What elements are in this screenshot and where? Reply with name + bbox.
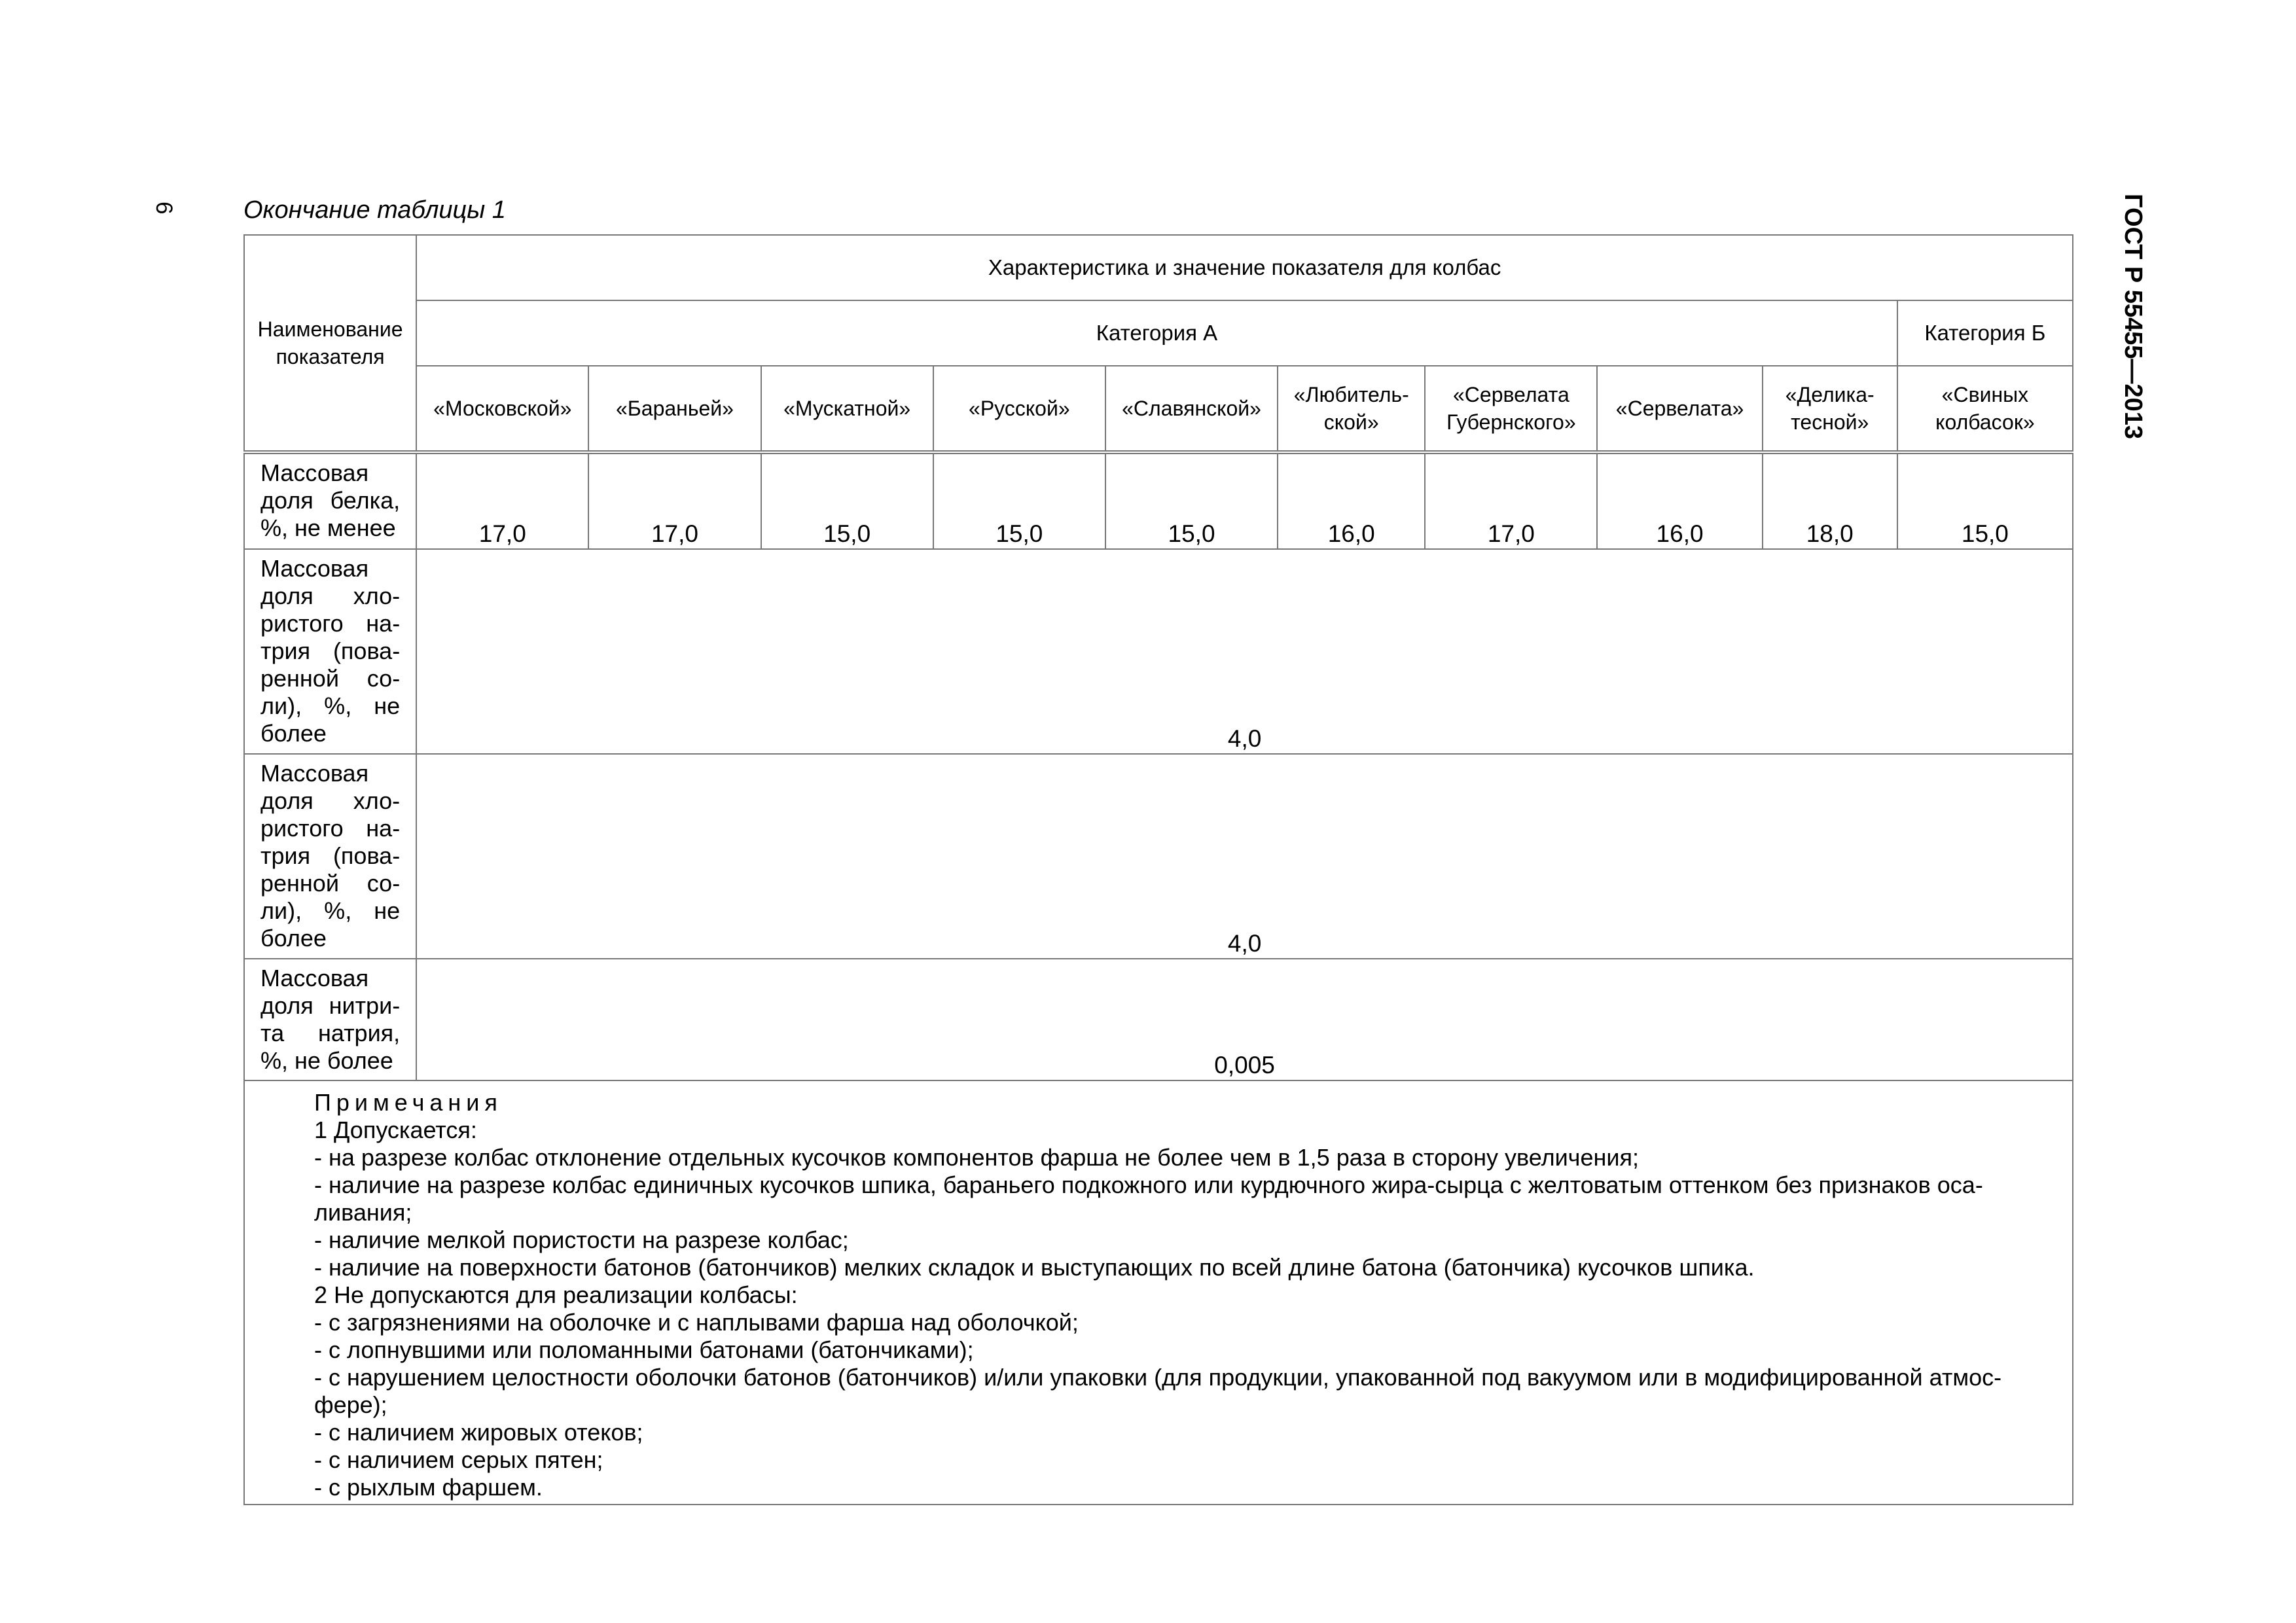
note-2-title: 2 Не допускаются для реализации колбасы: (314, 1281, 798, 1308)
page-number: 6 (151, 202, 177, 215)
column-header: «Любитель-ской» (1278, 366, 1425, 452)
row-name: Массовая доля белка, %, не менее (244, 452, 416, 549)
note-1-item: - наличие на поверхности батонов (батончиков) мелких складок и выступающих по всей длине батона (батончика) кусочков шпика. (314, 1254, 1755, 1281)
row-value: 18,0 (1763, 452, 1897, 549)
note-2-item: - с наличием серых пятен; (314, 1446, 603, 1473)
note-2-item: - с нарушением целостности оболочки батонов (батончиков) и/или упаковки (для продукции, упакованной под вакуумом или в модифицированной атмос-фере); (314, 1364, 2002, 1418)
row-value: 4,0 (416, 754, 2073, 959)
column-header: «Бараньей» (588, 366, 761, 452)
column-header: «Московской» (416, 366, 588, 452)
notes-cell (244, 1080, 2073, 1505)
note-1-title: 1 Допускается: (314, 1116, 477, 1143)
table-row-salt-repeat (244, 754, 2073, 959)
note-1-item: - наличие на разрезе колбас единичных кусочков шпика, бараньего подкожного или курдючного жира-сырца с желтоватым оттенком без признаков оса-ливания; (314, 1171, 1983, 1226)
characteristics-table (243, 234, 2073, 1505)
row-value: 15,0 (1105, 452, 1278, 549)
header-row-sausage-names (244, 366, 2073, 452)
row-name: Массовая доля хло-ристого на-трия (пова-ренной со-ли), %, не более (244, 754, 416, 959)
note-2-item: - с загрязнениями на оболочке и с наплывами фарша над оболочкой; (314, 1309, 1079, 1336)
category-b-header: Категория Б (1897, 300, 2073, 366)
notes-row (244, 1080, 2073, 1505)
table-container (243, 234, 2073, 1505)
note-2-item: - с наличием жировых отеков; (314, 1419, 643, 1446)
row-value: 0,005 (416, 959, 2073, 1080)
standard-code: ГОСТ Р 55455—2013 (2119, 194, 2147, 439)
column-header: «Сервелата» (1597, 366, 1762, 452)
row-value: 4,0 (416, 549, 2073, 754)
column-header: «Русской» (933, 366, 1105, 452)
column-header: «Славянской» (1105, 366, 1278, 452)
table-row-nitrite (244, 959, 2073, 1080)
column-header: «Мускатной» (761, 366, 933, 452)
row-name: Массовая доля хло-ристого на-трия (пова-ренной со-ли), %, не более (244, 549, 416, 754)
indicator-header: Наименование показателя (244, 235, 416, 452)
table-row-protein (244, 452, 2073, 549)
column-header: «Сервелата Губернского» (1425, 366, 1597, 452)
note-2-item: - с лопнувшими или поломанными батонами (батончиками); (314, 1336, 974, 1363)
row-value: 16,0 (1278, 452, 1425, 549)
notes-title: Примечания (314, 1089, 503, 1116)
row-value: 15,0 (1897, 452, 2073, 549)
header-row-characteristics (244, 235, 2073, 300)
row-value: 17,0 (1425, 452, 1597, 549)
column-header: «Свиных колбасок» (1897, 366, 2073, 452)
table-caption: Окончание таблицы 1 (243, 196, 506, 224)
column-header: «Делика-тесной» (1763, 366, 1897, 452)
row-name: Массовая доля нитри-та натрия, %, не более (244, 959, 416, 1080)
row-value: 16,0 (1597, 452, 1762, 549)
row-value: 15,0 (933, 452, 1105, 549)
row-value: 17,0 (588, 452, 761, 549)
characteristics-header: Характеристика и значение показателя для колбас (416, 235, 2073, 300)
row-value: 17,0 (416, 452, 588, 549)
note-2-item: - с рыхлым фаршем. (314, 1474, 543, 1501)
note-1-item: - наличие мелкой пористости на разрезе колбас; (314, 1226, 849, 1253)
note-1-item: - на разрезе колбас отклонение отдельных кусочков компонентов фарша не более чем в 1,5 раза в сторону увеличения; (314, 1144, 1639, 1171)
table-row-salt (244, 549, 2073, 754)
header-row-categories (244, 300, 2073, 366)
row-value: 15,0 (761, 452, 933, 549)
category-a-header: Категория А (416, 300, 1897, 366)
